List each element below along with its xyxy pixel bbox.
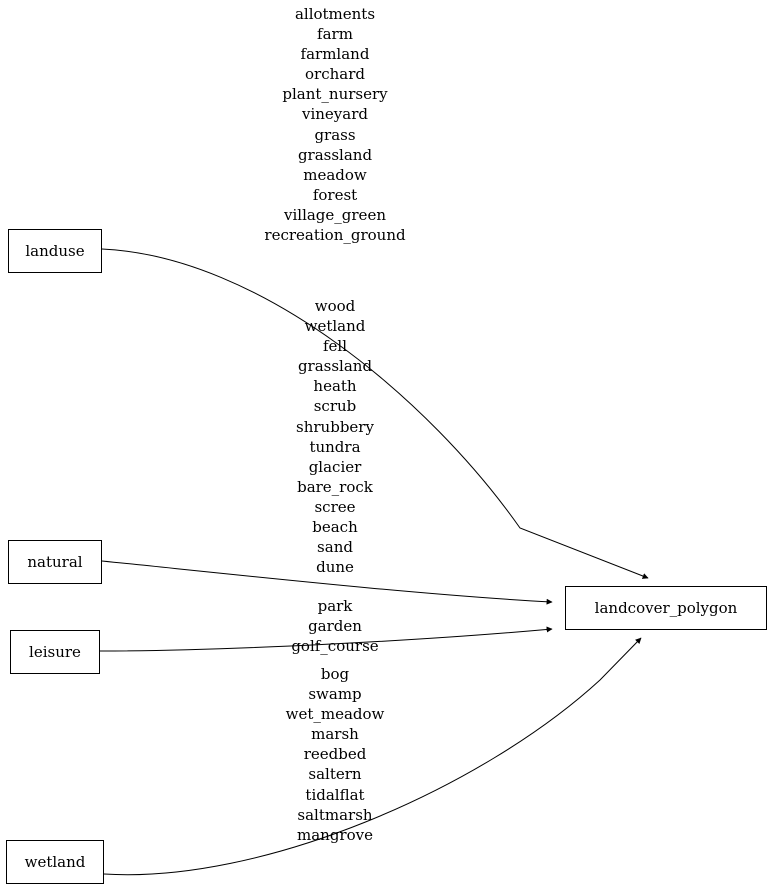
edge-label: heath <box>313 377 357 396</box>
edge-label: grassland <box>297 357 373 376</box>
node-landcover-polygon-label: landcover_polygon <box>594 599 738 617</box>
edge-label: park <box>317 597 353 615</box>
edge-label: scrub <box>313 397 357 416</box>
edge-label: sand <box>317 538 353 557</box>
edge-label: bare_rock <box>297 477 373 496</box>
edge-label: marsh <box>311 725 359 744</box>
edge-label: fell <box>322 337 348 356</box>
edge-label: saltmarsh <box>297 805 373 824</box>
edge-label: wood <box>314 297 356 315</box>
edge-label: orchard <box>305 65 365 84</box>
edge-label: forest <box>312 185 358 204</box>
edge-label: bog <box>320 665 350 683</box>
edge-label: plant_nursery <box>282 85 388 104</box>
node-wetland-label: wetland <box>24 853 86 871</box>
edge-label: reedbed <box>303 745 367 764</box>
edge-labels-leisure <box>0 596 670 656</box>
edge-label: swamp <box>308 685 362 704</box>
edge-label: farmland <box>300 45 370 64</box>
edge-label: wetland <box>304 317 366 336</box>
edge-label: beach <box>312 518 358 537</box>
edge-label: village_green <box>284 205 386 224</box>
edge-label: grassland <box>297 145 373 164</box>
edge-label: allotments <box>294 5 376 23</box>
edge-label: mangrove <box>297 825 373 844</box>
edge-label: meadow <box>303 165 367 184</box>
edge-label: shrubbery <box>296 417 374 436</box>
edge-label: vineyard <box>302 105 368 124</box>
node-landuse-label: landuse <box>25 242 85 260</box>
edge-label: garden <box>308 617 362 636</box>
node-leisure-label: leisure <box>29 643 81 661</box>
edge-label: saltern <box>308 765 362 784</box>
edge-label: scree <box>314 497 356 516</box>
edge-label: farm <box>317 25 353 44</box>
edge-label: dune <box>316 558 354 577</box>
edge-label: glacier <box>308 457 362 476</box>
edge-label: grass <box>314 125 356 144</box>
edge-label: wet_meadow <box>285 705 385 724</box>
edge-label: recreation_ground <box>264 226 406 245</box>
edge-labels-wetland <box>0 664 670 845</box>
node-natural-label: natural <box>27 553 83 571</box>
edge-label: golf_course <box>291 637 379 656</box>
edge-label: tundra <box>309 437 361 456</box>
node-wetland[interactable] <box>6 840 104 884</box>
edge-label: tidalflat <box>305 785 365 804</box>
edge-labels-landuse <box>0 4 670 245</box>
edge-labels-natural <box>0 296 670 577</box>
